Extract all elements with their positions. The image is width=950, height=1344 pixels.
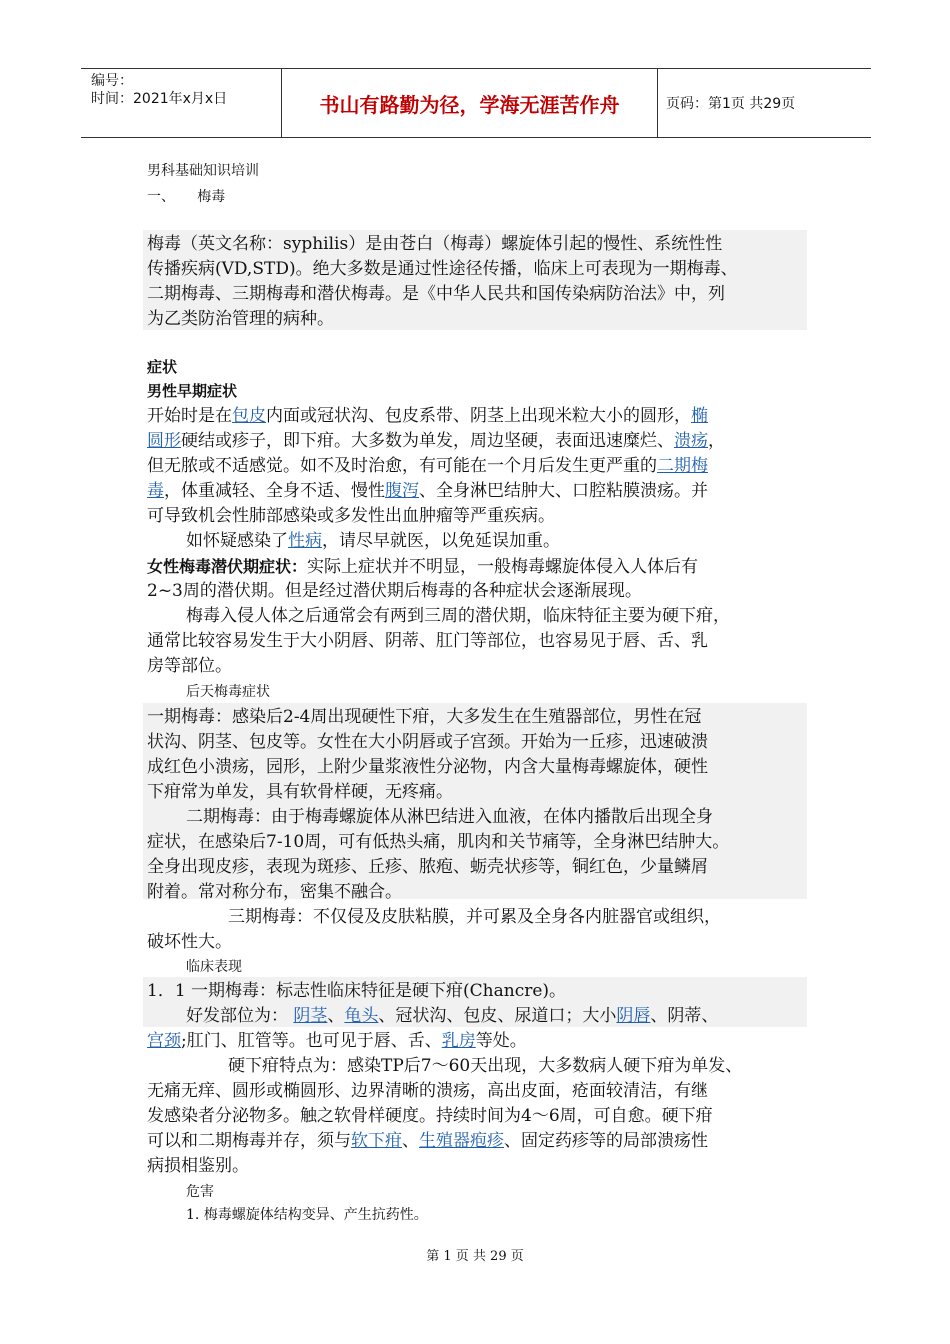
stage1-line: 成红色小溃疡，园形，上附少量浆液性分泌物，内含大量梅毒螺旋体，硬性 bbox=[147, 757, 708, 777]
acquired-heading: 后天梅毒症状 bbox=[186, 684, 270, 700]
header-meta bbox=[81, 69, 282, 137]
female-line: 2~3周的潜伏期。但是经过潜伏期后梅毒的各种症状会逐渐展现。 bbox=[147, 581, 642, 601]
link-penis[interactable]: 阴茎 bbox=[293, 1006, 328, 1026]
female-line: 房等部位。 bbox=[147, 656, 232, 676]
intro-line: 传播疾病(VD,STD)。绝大多数是通过性途径传播，临床上可表现为一期梅毒、 bbox=[147, 259, 738, 279]
stage2-line: 二期梅毒：由于梅毒螺旋体从淋巴结进入血液，在体内播散后出现全身 bbox=[186, 807, 713, 827]
stage2-line: 附着。常对称分布，密集不融合。 bbox=[147, 882, 402, 902]
sites-line: 宫颈;肛门、肛管等。也可见于唇、舌、乳房等处。 bbox=[147, 1031, 527, 1051]
female-line: 梅毒入侵人体之后通常会有两到三周的潜伏期，临床特征主要为硬下疳， bbox=[186, 606, 730, 626]
link-secondary-syphilis[interactable]: 二期梅 bbox=[657, 456, 708, 476]
link-breast[interactable]: 乳房 bbox=[441, 1031, 476, 1051]
link-labia[interactable]: 阴唇 bbox=[616, 1006, 651, 1026]
chancre-line: 无痛无痒、圆形或椭圆形、边界清晰的溃疡，高出皮面，疮面较清洁，有继 bbox=[147, 1081, 708, 1101]
stage3-line: 破坏性大。 bbox=[147, 932, 232, 952]
page-footer: 第 1 页 共 29 页 bbox=[426, 1249, 524, 1264]
page-header bbox=[81, 68, 871, 138]
link-ellipse[interactable]: 椭 bbox=[691, 406, 708, 426]
stage1-line: 一期梅毒：感染后2-4周出现硬性下疳，大多发生在生殖器部位，男性在冠 bbox=[147, 707, 702, 727]
link-genital-herpes[interactable]: 生殖器疱疹 bbox=[419, 1131, 504, 1151]
male-line: 圆形硬结或疹子，即下疳。大多数为单发，周边坚硬，表面迅速糜烂、溃疡， bbox=[147, 431, 725, 451]
chancre-line: 病损相鉴别。 bbox=[147, 1156, 249, 1176]
clinical-heading: 临床表现 bbox=[186, 959, 242, 975]
header-motto: 书山有路勤为径，学海无涯苦作舟 bbox=[282, 69, 658, 137]
doc-title: 男科基础知识培训 bbox=[147, 163, 259, 179]
header-page-info: 页码：第1页 共29页 bbox=[666, 96, 796, 112]
number-label: 编号： bbox=[91, 73, 133, 89]
clinical-line: 1．1 一期梅毒：标志性临床特征是硬下疳(Chancre)。 bbox=[147, 981, 567, 1001]
link-cervix[interactable]: 宫颈 bbox=[147, 1031, 181, 1051]
section-heading: 一、 梅毒 bbox=[147, 189, 226, 205]
intro-line: 二期梅毒、三期梅毒和潜伏梅毒。是《中华人民共和国传染病防治法》中，列 bbox=[147, 284, 725, 304]
intro-line: 梅毒（英文名称：syphilis）是由苍白（梅毒）螺旋体引起的慢性、系统性性 bbox=[147, 234, 723, 254]
male-line: 可导致机会性肺部感染或多发性出血肿瘤等严重疾病。 bbox=[147, 506, 555, 526]
intro-line: 为乙类防治管理的病种。 bbox=[147, 309, 334, 329]
male-line: 但无脓或不适感觉。如不及时治愈，有可能在一个月后发生更严重的二期梅 bbox=[147, 456, 708, 476]
stage3-line: 三期梅毒：不仅侵及皮肤粘膜，并可累及全身各内脏器官或组织， bbox=[228, 907, 721, 927]
stage2-line: 症状，在感染后7-10周，可有低热头痛，肌肉和关节痛等，全身淋巴结肿大。 bbox=[147, 832, 730, 852]
date-line: 时间：2021年x月x日 bbox=[91, 91, 228, 107]
female-line: 女性梅毒潜伏期症状：实际上症状并不明显，一般梅毒螺旋体侵入人体后有 bbox=[147, 557, 699, 577]
link-std[interactable]: 性病 bbox=[288, 531, 322, 551]
stage1-line: 状沟、阴茎、包皮等。女性在大小阴唇或子宫颈。开始为一丘疹，迅速破溃 bbox=[147, 732, 708, 752]
female-heading: 女性梅毒潜伏期症状： bbox=[147, 557, 308, 576]
link-secondary-syphilis-cont[interactable]: 毒 bbox=[147, 481, 164, 501]
link-diarrhea[interactable]: 腹泻 bbox=[385, 481, 419, 501]
link-chancroid[interactable]: 软下疳 bbox=[351, 1131, 402, 1151]
symptoms-heading: 症状 bbox=[147, 358, 178, 376]
male-line: 开始时是在包皮内面或冠状沟、包皮系带、阴茎上出现米粒大小的圆形，椭 bbox=[147, 406, 708, 426]
harm-heading: 危害 bbox=[186, 1184, 214, 1200]
chancre-line: 硬下疳特点为：感染TP后7～60天出现，大多数病人硬下疳为单发、 bbox=[228, 1056, 743, 1076]
female-line: 通常比较容易发生于大小阴唇、阴蒂、肛门等部位，也容易见于唇、舌、乳 bbox=[147, 631, 708, 651]
male-line: 毒，体重减轻、全身不适、慢性腹泻、全身淋巴结肿大、口腔粘膜溃疡。并 bbox=[147, 481, 708, 501]
sites-line: 好发部位为： 阴茎、龟头、冠状沟、包皮、尿道口；大小阴唇、阴蒂、 bbox=[186, 1006, 719, 1026]
harm-item: 1. 梅毒螺旋体结构变异、产生抗药性。 bbox=[186, 1207, 428, 1223]
link-glans[interactable]: 龟头 bbox=[344, 1006, 379, 1026]
link-ellipse-cont[interactable]: 圆形 bbox=[147, 431, 181, 451]
male-heading: 男性早期症状 bbox=[147, 382, 238, 400]
chancre-line: 发感染者分泌物多。触之软骨样硬度。持续时间为4～6周，可自愈。硬下疳 bbox=[147, 1106, 713, 1126]
link-foreskin[interactable]: 包皮 bbox=[232, 406, 266, 426]
link-ulcer[interactable]: 溃疡 bbox=[674, 431, 708, 451]
male-line: 如怀疑感染了性病，请尽早就医，以免延误加重。 bbox=[186, 531, 560, 551]
stage2-line: 全身出现皮疹，表现为斑疹、丘疹、脓疱、蛎壳状疹等，铜红色，少量鳞屑 bbox=[147, 857, 708, 877]
chancre-line: 可以和二期梅毒并存，须与软下疳、生殖器疱疹、固定药疹等的局部溃疡性 bbox=[147, 1131, 708, 1151]
stage1-line: 下疳常为单发，具有软骨样硬，无疼痛。 bbox=[147, 782, 453, 802]
